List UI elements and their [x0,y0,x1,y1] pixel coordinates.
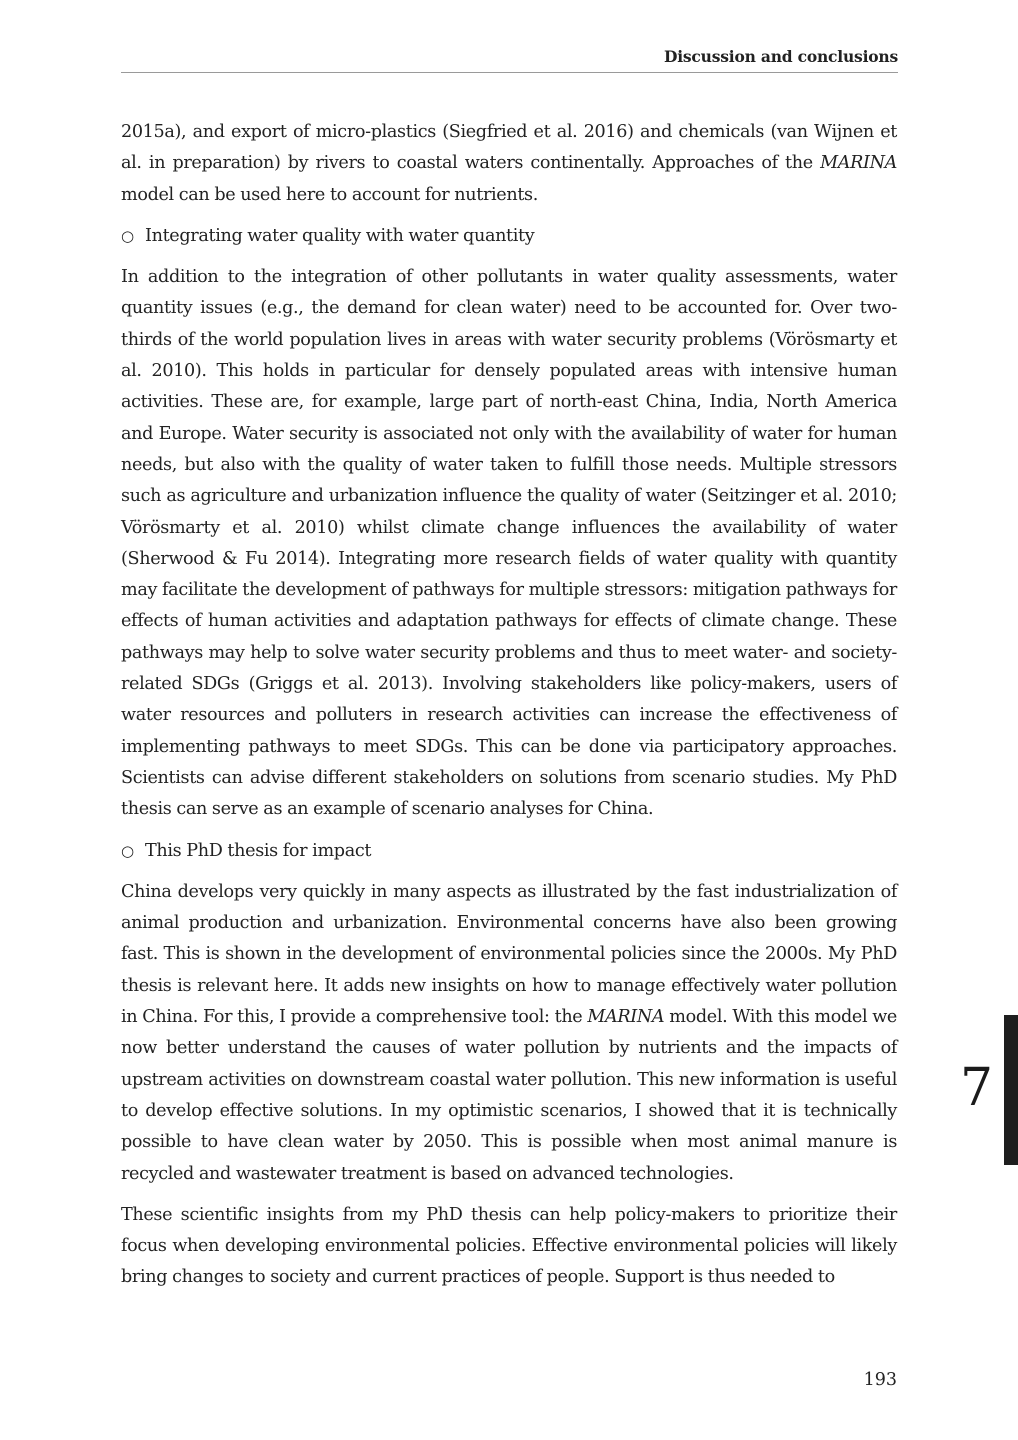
running-header [121,46,898,73]
paragraph-3 [121,877,897,1190]
paragraph-1-text-a: 2015a), and export of micro-plastics (Siegfried et al. 2016) and chemicals (van Wijnen et al. in preparation) by rivers to coastal waters continentally. Approaches of the [121,122,897,174]
bullet-circle-icon: ○ [121,226,134,245]
model-name-italic: MARINA [587,1007,665,1028]
header-title: Discussion and conclusions [663,47,898,66]
model-name-italic: MARINA [820,153,897,174]
bullet-item-thesis-impact [121,836,897,867]
paragraph-3-text-b: model. With this model we now better understand the causes of water pollution by nutrients and the impacts of upstream activities on downstream coastal water pollution. This new information is useful to develop effective solutions. In my optimistic scenarios, I showed that it is technically possible to have clean water by 2050. This is possible when most animal manure is recycled and wastewater treatment is based on advanced technologies. [121,1007,897,1184]
paragraph-4: These scientific insights from my PhD thesis can help policy-makers to prioritize their focus when developing environmental policies. Effective environmental policies will likely bring changes to society and current practices of people. Support is thus needed to [121,1204,897,1288]
bullet-item-label: This PhD thesis for impact [145,840,372,861]
bullet-item-label: Integrating water quality with water quantity [145,225,535,246]
paragraph-1 [121,117,897,211]
paragraph-2: In addition to the integration of other pollutants in water quality assessments, water quantity issues (e.g., the demand for clean water) need to be accounted for. Over two-thirds of the world population lives in areas with water security problems (Vörösmarty et al. 2010). This holds in particular for densely populated areas with intensive human activities. These are, for example, large part of north-east China, India, North America and Europe. Water security is associated not only with the availability of water for human needs, but also with the quality of water taken to fulfill those needs. Multiple stressors such as agriculture and urbanization influence the quality of water (Seitzinger et al. 2010; Vörösmarty et al. 2010) whilst climate change influences the availability of water (Sherwood & Fu 2014). Integrating more research fields of water quality with quantity may facilitate the development of pathways for multiple stressors: mitigation pathways for effects of human activities and adaptation pathways for effects of climate change. These pathways may help to solve water security problems and thus to meet water- and society-related SDGs (Griggs et al. 2013). Involving stakeholders like policy-makers, users of water resources and polluters in research activities can increase the effectiveness of implementing pathways to meet SDGs. This can be done via participatory approaches. Scientists can advise different stakeholders on solutions from scenario studies. My PhD thesis can serve as an example of scenario analyses for China. [121,267,897,820]
bullet-item-water-quantity [121,221,897,252]
chapter-thumb-tab [1004,1015,1018,1165]
page-body [121,117,897,1304]
chapter-number: 7 [960,1058,994,1118]
paragraph-3-text-a: China develops very quickly in many aspects as illustrated by the fast industrialization of animal production and urbanization. Environmental concerns have also been growing fast. This is shown in the development of environmental policies since the 2000s. My PhD thesis is relevant here. It adds new insights on how to manage effectively water pollution in China. For this, I provide a comprehensive tool: the [121,881,897,1028]
page-number: 193 [863,1370,897,1390]
bullet-circle-icon: ○ [121,841,134,860]
paragraph-1-text-b: model can be used here to account for nutrients. [121,184,538,205]
